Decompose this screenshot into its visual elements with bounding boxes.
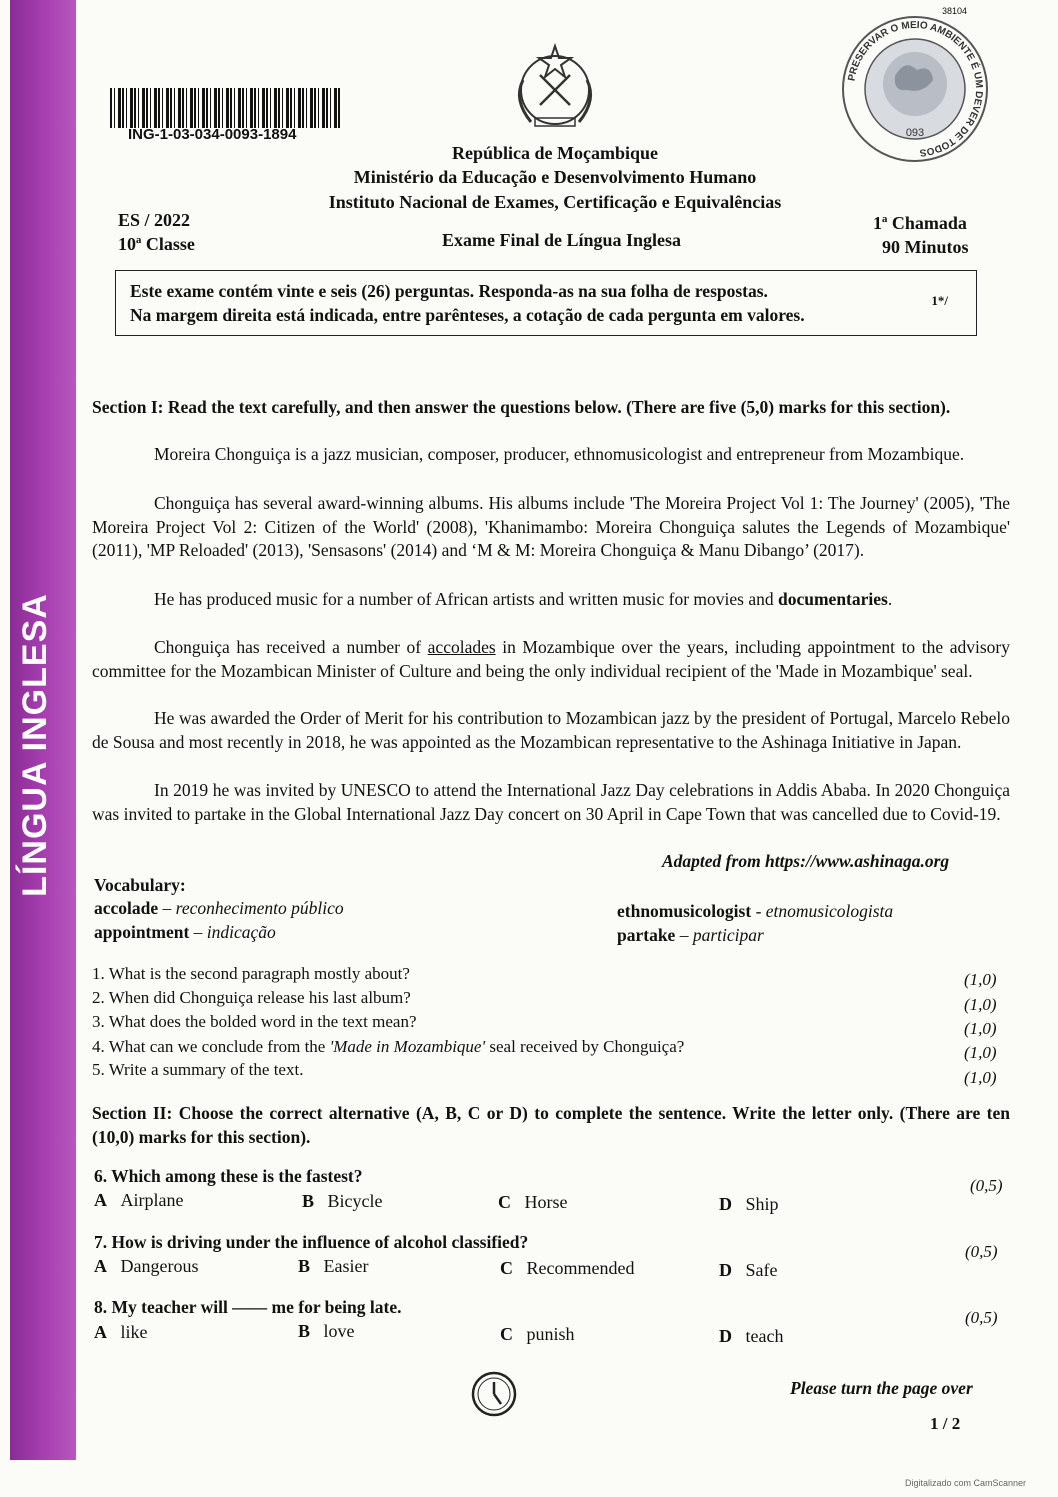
national-emblem-icon <box>505 40 605 135</box>
exam-title: Exame Final de Língua Inglesa <box>442 230 682 250</box>
question-6-option-a <box>94 1190 183 1211</box>
exam-call: 1ª Chamada <box>873 213 967 233</box>
option-text: Dangerous <box>120 1256 199 1276</box>
question-4-end: seal received by Chonguiça? <box>485 1037 685 1056</box>
question-3: 3. What does the bolded word in the text mean? <box>92 1012 417 1031</box>
option-text: Bicycle <box>327 1191 383 1211</box>
p4-end: in Mozambique over the years, including appointment to the advisory committee for the Mozambican Minister of Culture and being the only individual recipient of the 'Made in Mozambique' seal. <box>92 637 1010 681</box>
option-text: punish <box>526 1324 575 1344</box>
question-5: 5. Write a summary of the text. <box>92 1060 304 1079</box>
stamp-number: 093 <box>905 127 925 139</box>
vocab-sep: - <box>751 901 766 921</box>
vocab-term: accolade <box>94 898 159 918</box>
option-letter: C <box>500 1258 513 1278</box>
question-6-option-d <box>719 1194 779 1215</box>
question-4 <box>92 1037 684 1057</box>
passage-paragraph-5: He was awarded the Order of Merit for his contribution to Mozambican jazz by the president of Portugal, Marcelo Rebelo de Sousa and most recently in 2018, he was appointed as the Mozambican representative to the Ashinaga Initiative in Japan. <box>92 708 1010 752</box>
question-8-marks: (0,5) <box>965 1308 998 1327</box>
vocab-item <box>617 925 764 946</box>
question-7-option-d <box>719 1260 777 1281</box>
option-text: like <box>120 1322 148 1342</box>
section-1-title: Section I: Read the text carefully, and then answer the questions below. (There are five (5,0) marks for this section). <box>92 397 951 417</box>
vocab-term: appointment <box>94 922 190 942</box>
option-text: Recommended <box>526 1258 635 1278</box>
question-6-option-c <box>498 1192 568 1213</box>
exam-duration: 90 Minutos <box>882 237 969 257</box>
page-number: 1 / 2 <box>930 1414 961 1433</box>
exam-year: ES / 2022 <box>118 210 191 230</box>
clock-icon <box>470 1370 518 1418</box>
question-2: 2. When did Chonguiça release his last album? <box>92 988 411 1007</box>
option-text: Airplane <box>120 1190 184 1210</box>
header-republic: República de Moçambique <box>451 143 658 163</box>
vocab-term: ethnomusicologist <box>617 901 752 921</box>
question-7-option-b <box>298 1256 369 1277</box>
header-ministry: Ministério da Educação e Desenvolvimento Humano <box>353 167 757 187</box>
question-6: 6. Which among these is the fastest? <box>94 1166 363 1186</box>
question-1-marks: (1,0) <box>964 970 997 989</box>
p3-end: . <box>887 589 893 609</box>
vocab-item <box>94 922 276 943</box>
option-letter: A <box>94 1322 107 1342</box>
option-letter: B <box>298 1321 311 1341</box>
barcode <box>110 88 340 128</box>
underlined-word: accolades <box>427 637 496 657</box>
option-text: teach <box>745 1326 784 1346</box>
question-8-option-b <box>298 1321 355 1342</box>
passage-paragraph-2: Chonguiça has several award-winning albums. His albums include 'The Moreira Project Vol 1: The Journey' (2005), 'The Moreira Project Vol 2: Citizen of the World' (2008), 'Khanimambo: Moreira Chonguiça salutes the Legends of Mozambique' (2011), 'MP Reloaded' (2013), 'Sensasons' (2014) and ‘M & M: Moreira Chonguiça & Manu Dibango’ (2017). <box>92 493 1010 560</box>
vocab-def: etnomusicologista <box>765 901 894 921</box>
option-text: Ship <box>745 1194 779 1214</box>
question-4-emphasis: 'Made in Mozambique' <box>329 1037 486 1056</box>
option-text: love <box>323 1321 355 1341</box>
option-letter: B <box>302 1191 315 1211</box>
option-letter: D <box>719 1326 732 1346</box>
instructions-line-2: Na margem direita está indicada, entre parênteses, a cotação de cada pergunta em valores. <box>130 305 805 325</box>
question-6-marks: (0,5) <box>970 1176 1003 1195</box>
question-5-marks: (1,0) <box>964 1068 997 1087</box>
turn-page-note: Please turn the page over <box>790 1378 973 1398</box>
question-3-marks: (1,0) <box>964 1019 997 1038</box>
option-letter: D <box>719 1260 732 1280</box>
question-6-option-b <box>302 1191 383 1212</box>
instructions-box <box>115 270 977 336</box>
option-text: Safe <box>745 1260 778 1280</box>
option-letter: D <box>719 1194 732 1214</box>
option-letter: A <box>94 1190 107 1210</box>
option-letter: C <box>498 1192 511 1212</box>
question-4-marks: (1,0) <box>964 1043 997 1062</box>
stamp-id: 38104 <box>942 6 968 16</box>
source-citation: Adapted from https://www.ashinaga.org <box>662 851 950 871</box>
vocab-item <box>617 901 893 922</box>
vocabulary-title: Vocabulary: <box>94 875 186 895</box>
question-8-option-a <box>94 1322 148 1343</box>
instructions-line-1: Este exame contém vinte e seis (26) perguntas. Responda-as na sua folha de respostas. <box>130 281 768 301</box>
question-8-option-c <box>500 1324 575 1345</box>
question-8-option-d <box>719 1326 783 1347</box>
option-letter: B <box>298 1256 311 1276</box>
passage-paragraph-6: In 2019 he was invited by UNESCO to attend the International Jazz Day celebrations in Addis Ababa. In 2020 Chonguiça was invited to partake in the Global International Jazz Day concert on 30 April in Cape Town that was cancelled due to Covid-19. <box>92 780 1010 824</box>
vocab-def: reconhecimento público <box>175 898 344 918</box>
section-2-title: Section II: Choose the correct alternative (A, B, C or D) to complete the sentence. Write the letter only. (There are ten (10,0) marks for this section). <box>92 1103 1010 1147</box>
vocab-def: indicação <box>206 922 276 942</box>
passage-paragraph-4 <box>92 636 1010 683</box>
scanner-watermark: Digitalizado com CamScanner <box>905 1478 1027 1488</box>
question-7: 7. How is driving under the influence of alcohol classified? <box>94 1232 529 1252</box>
question-4-text: 4. What can we conclude from the <box>92 1037 330 1056</box>
option-text: Horse <box>524 1192 568 1212</box>
passage-paragraph-3 <box>92 588 1010 612</box>
subject-label: LÍNGUA INGLESA <box>16 593 54 897</box>
vocab-sep: – <box>158 898 176 918</box>
question-2-marks: (1,0) <box>964 995 997 1014</box>
bolded-word: documentaries <box>778 589 888 609</box>
question-8: 8. My teacher will —— me for being late. <box>94 1297 402 1317</box>
p4-text: Chonguiça has received a number of <box>154 637 428 657</box>
option-text: Easier <box>323 1256 369 1276</box>
question-7-option-a <box>94 1256 198 1277</box>
question-1: 1. What is the second paragraph mostly about? <box>92 964 410 983</box>
exam-code: ING-1-03-034-0093-1894 <box>128 126 297 143</box>
stamp-ring-text: PRESERVAR O MEIO AMBIENTE É UM DEVER DE TODOS <box>846 19 985 158</box>
vocab-sep: – <box>675 925 693 945</box>
question-7-option-c <box>500 1258 634 1279</box>
vocab-def: participar <box>692 925 764 945</box>
vocab-item <box>94 898 344 919</box>
environment-stamp-icon <box>840 14 990 164</box>
option-letter: C <box>500 1324 513 1344</box>
question-7-marks: (0,5) <box>965 1242 998 1261</box>
handwritten-mark: 1*/ <box>931 293 948 308</box>
vocab-term: partake <box>617 925 676 945</box>
option-letter: A <box>94 1256 107 1276</box>
header-institute: Instituto Nacional de Exames, Certificação e Equivalências <box>328 192 782 212</box>
vocab-sep: – <box>189 922 207 942</box>
p3-text: He has produced music for a number of African artists and written music for movies and <box>154 589 778 609</box>
passage-paragraph-1: Moreira Chonguiça is a jazz musician, composer, producer, ethnomusicologist and entrepreneur from Mozambique. <box>154 444 965 464</box>
exam-class: 10ª Classe <box>118 234 195 254</box>
